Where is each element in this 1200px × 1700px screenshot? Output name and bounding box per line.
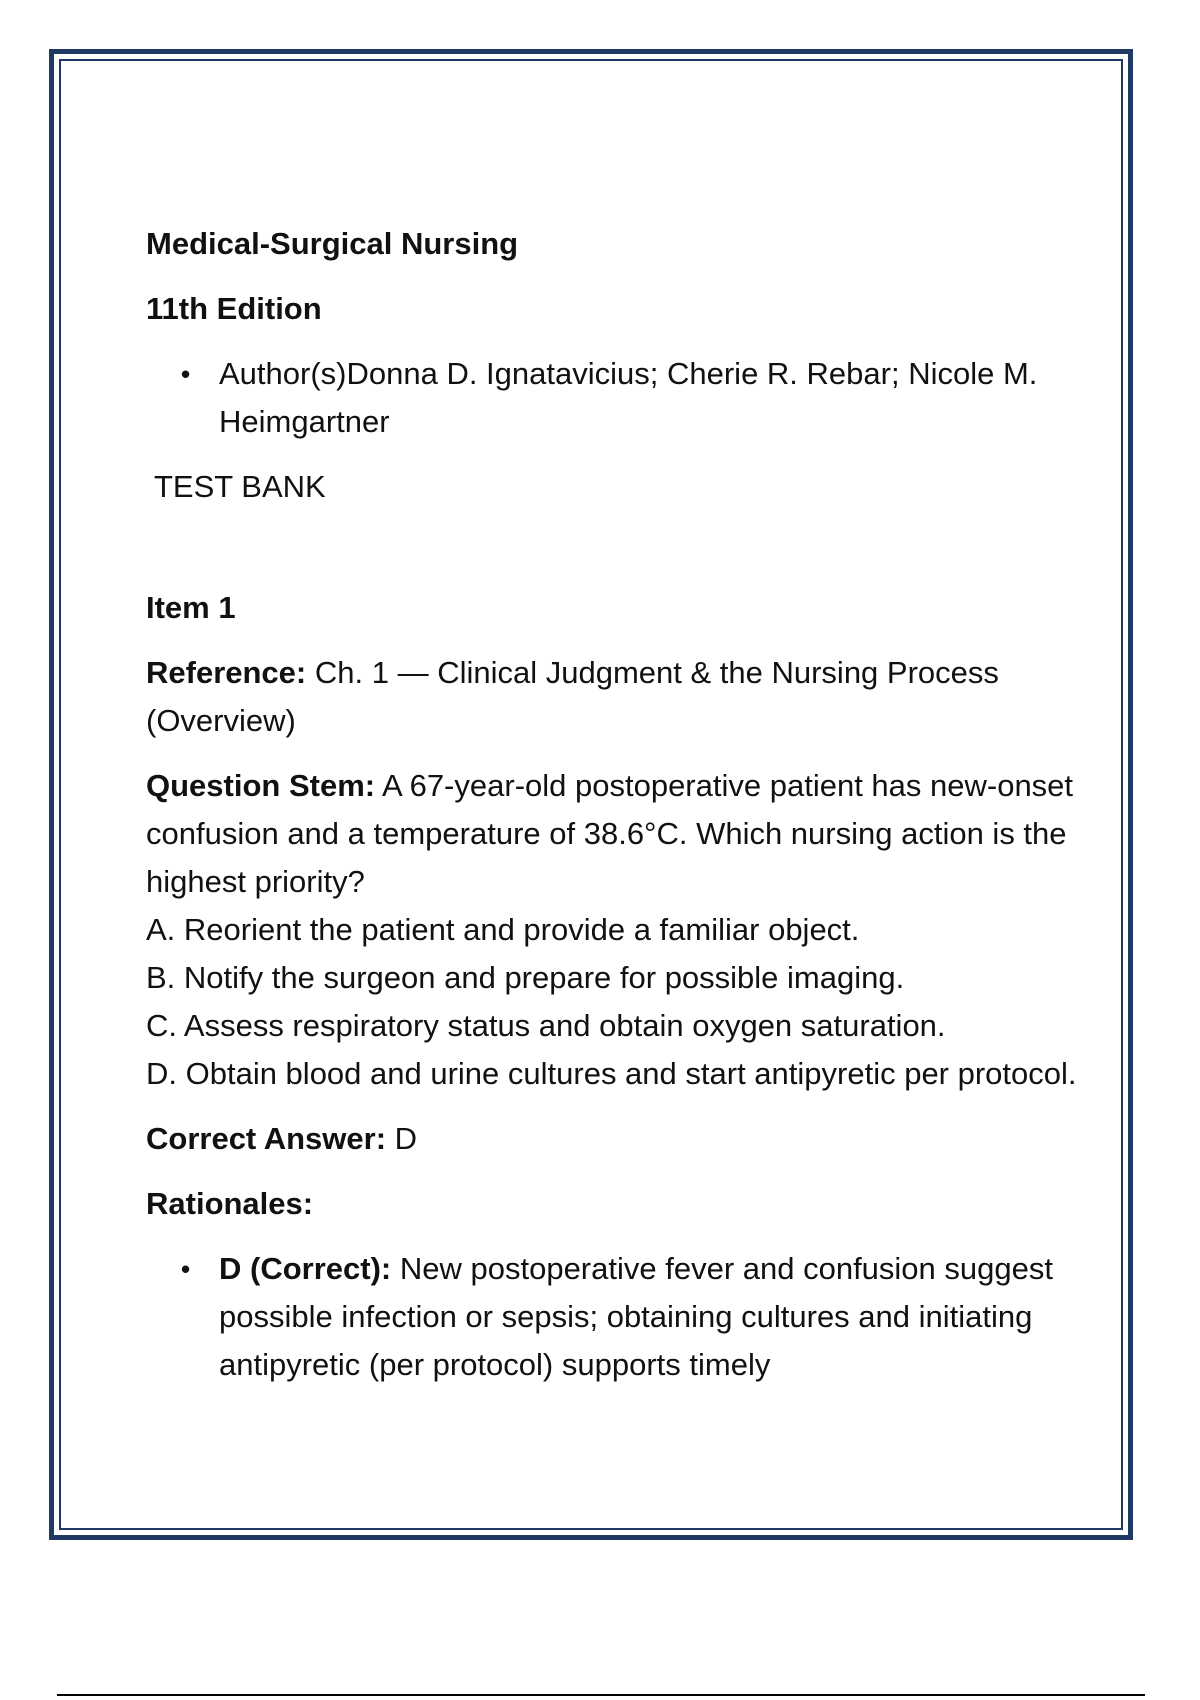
book-edition: 11th Edition [146,291,322,326]
option-c: C. Assess respiratory status and obtain oxygen saturation. [146,1008,946,1043]
book-title: Medical-Surgical Nursing [146,226,519,261]
rationale-text: New postoperative fever and confusion suggest possible infection or sepsis; obtaining cultures and initiating antipyretic (per protocol) supports timely [219,1251,1053,1382]
bullet-icon: • [181,359,191,389]
option-d: D. Obtain blood and urine cultures and start antipyretic per protocol. [146,1056,1077,1091]
option-a: A. Reorient the patient and provide a familiar object. [146,912,860,947]
rationale-list-item [146,1245,1086,1389]
item-heading: Item 1 [146,590,236,625]
question-stem-paragraph [146,762,1086,906]
document-body [146,220,1086,1389]
correct-answer-value: D [394,1121,418,1156]
rationale-label: D (Correct): [219,1251,392,1286]
test-bank-label: TEST BANK [154,469,326,504]
bullet-icon: • [181,1254,191,1284]
footer-divider [57,1694,1145,1696]
question-stem-label: Question Stem: [146,768,376,803]
correct-answer-paragraph [146,1115,1086,1163]
authors-text: Author(s)Donna D. Ignatavicius; Cherie R. Rebar; Nicole M. Heimgartner [219,356,1038,439]
rationales-heading: Rationales: [146,1186,314,1221]
reference-paragraph [146,649,1086,745]
correct-answer-label: Correct Answer: [146,1121,387,1156]
question-stem-text: A 67-year-old postoperative patient has new-onset confusion and a temperature of 38.6°C. Which nursing action is the highest priority? [146,768,1074,899]
authors-list-item [146,350,1086,446]
option-b: B. Notify the surgeon and prepare for possible imaging. [146,960,905,995]
reference-label: Reference: [146,655,307,690]
reference-text: Ch. 1 — Clinical Judgment & the Nursing Process (Overview) [146,655,999,738]
